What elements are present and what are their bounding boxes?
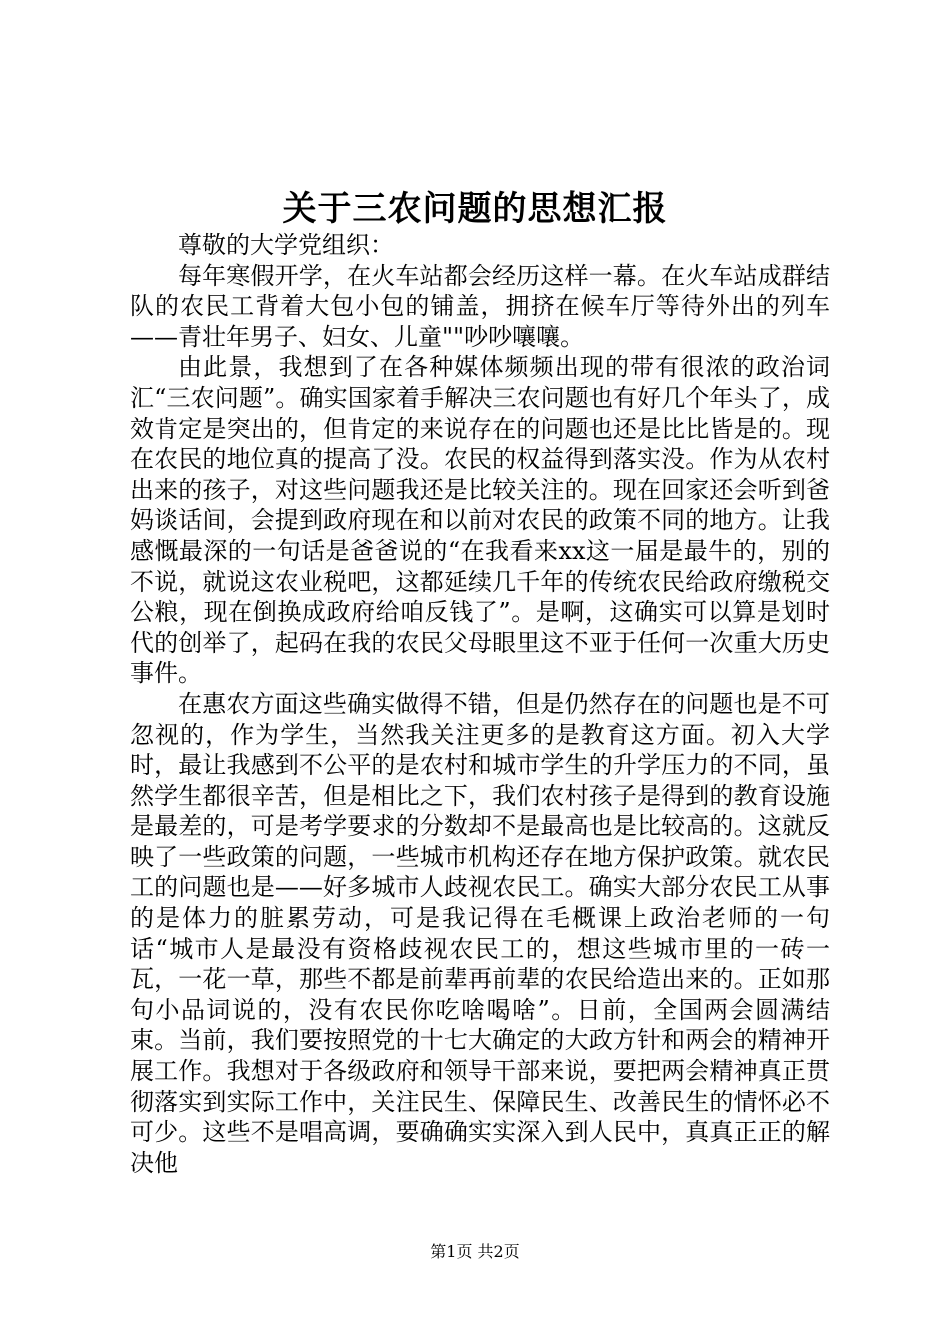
body-paragraph-2: 由此景，我想到了在各种媒体频频出现的带有很浓的政治词汇“三农问题”。确实国家着手解决三农问题也有好几个年头了，成效肯定是突出的，但肯定的来说存在的问题也还是比比皆是的。现在农民的地位真的提高了没。农民的权益得到落实没。作为从农村出来的孩子，对这些问题我还是比较关注的。现在回家还会听到爸妈谈话间，会提到政府现在和以前对农民的政策不同的地方。让我感慨最深的一句话是爸爸说的“在我看来xx这一届是最牛的，别的不说，就说这农业税吧，这都延续几千年的传统农民给政府缴税交公粮，现在倒换成政府给咱反钱了”。是啊，这确实可以算是划时代的创举了，起码在我的农民父母眼里这不亚于任何一次重大历史事件。 [130,353,830,688]
body-paragraph-1: 每年寒假开学，在火车站都会经历这样一幕。在火车站成群结队的农民工背着大包小包的铺盖，拥挤在候车厅等待外出的列车——青壮年男子、妇女、儿童""吵吵嚷嚷。 [130,261,830,351]
body-paragraph-3: 在惠农方面这些确实做得不错，但是仍然存在的问题也是不可忽视的，作为学生，当然我关注更多的是教育这方面。初入大学时，最让我感到不公平的是农村和城市学生的升学压力的不同，虽然学生都很辛苦，但是相比之下，我们农村孩子是得到的教育设施是最差的，可是考学要求的分数却不是最高也是比较高的。这就反映了一些政策的问题，一些城市机构还存在地方保护政策。就农民工的问题也是——好多城市人歧视农民工。确实大部分农民工从事的是体力的脏累劳动，可是我记得在毛概课上政治老师的一句话“城市人是最没有资格歧视农民工的，想这些城市里的一砖一瓦，一花一草，那些不都是前辈再前辈的农民给造出来的。正如那句小品词说的，没有农民你吃啥喝啥”。日前，全国两会圆满结束。当前，我们要按照党的十七大确定的大政方针和两会的精神开展工作。我想对于各级政府和领导干部来说，要把两会精神真正贯彻落实到实际工作中，关注民生、保障民生、改善民生的情怀必不可少。这些不是唱高调，要确确实实深入到人民中，真真正正的解决他 [130,689,830,1177]
document-title: 关于三农问题的思想汇报 [282,189,668,229]
salutation-paragraph: 尊敬的大学党组织： [178,231,394,259]
page-footer: 第1页 共2页 [430,1242,520,1261]
document-body [130,230,830,1178]
